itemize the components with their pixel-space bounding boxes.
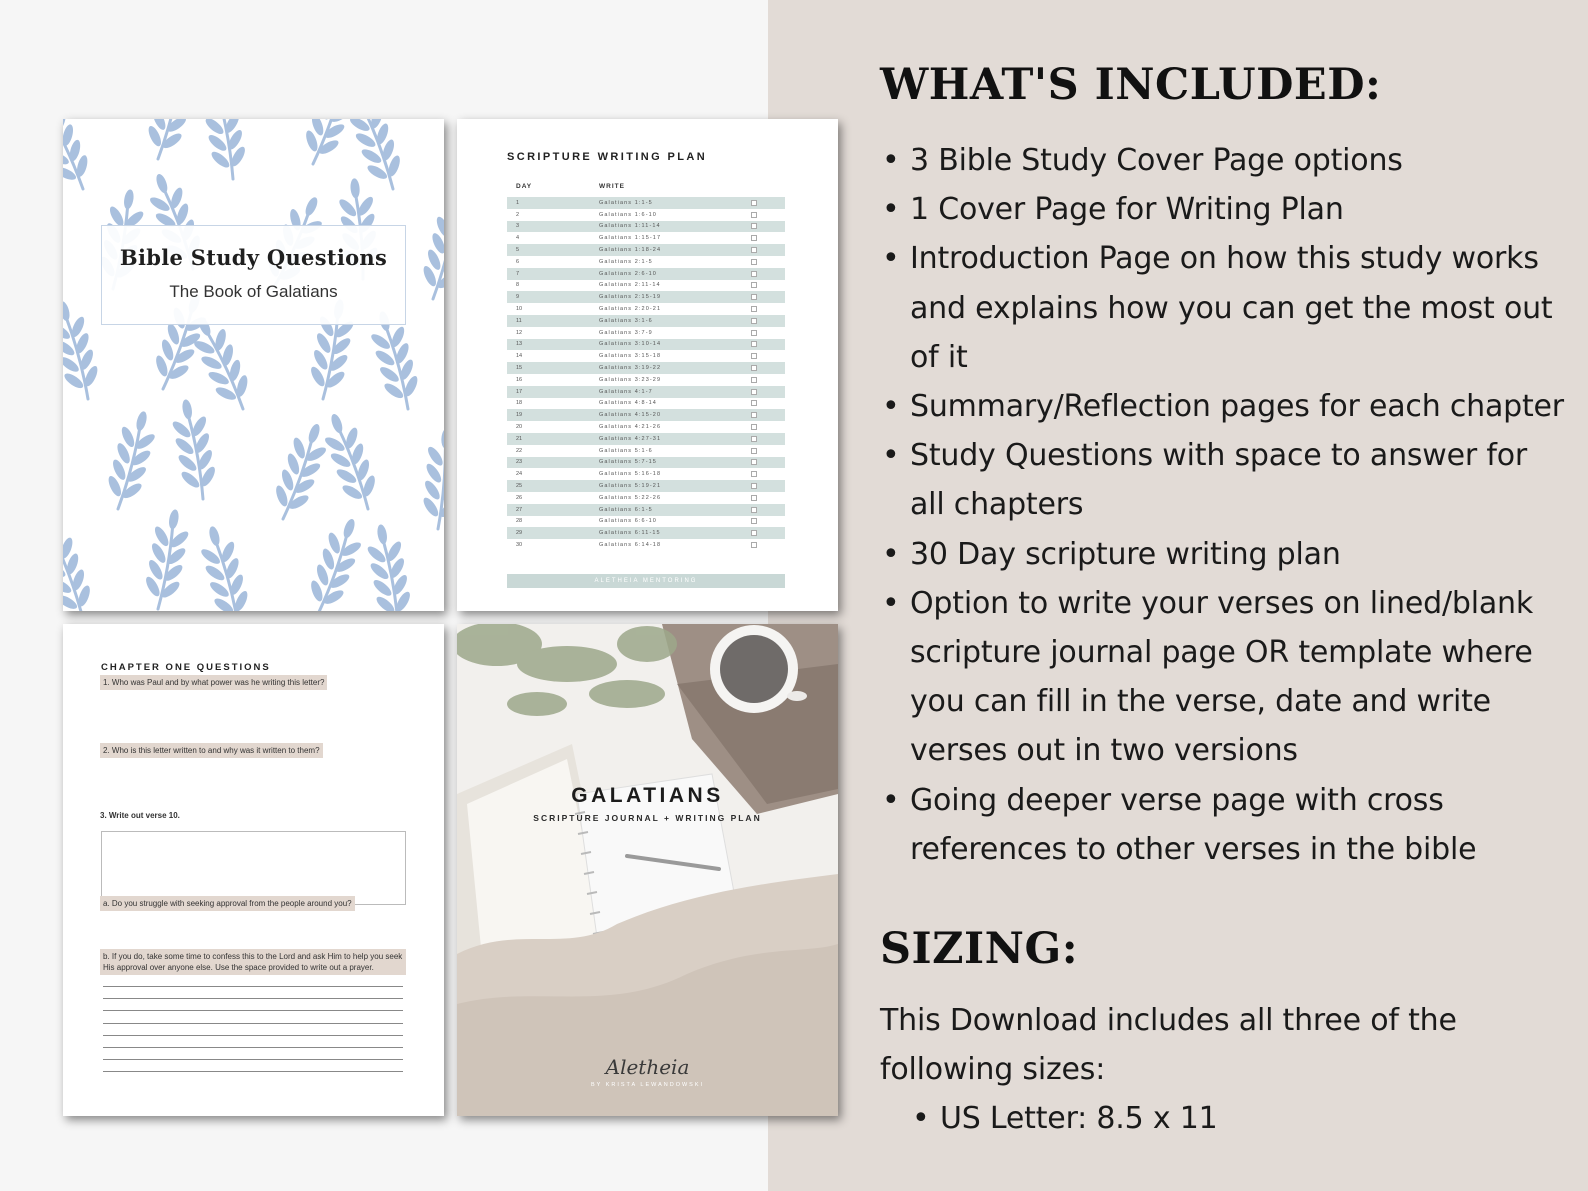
plan-checkbox[interactable]: [751, 282, 757, 288]
galatians-title: GALATIANS: [571, 784, 724, 807]
writing-line: [103, 1010, 403, 1011]
plan-passage: Galatians 4:21-26: [599, 424, 662, 431]
plan-checkbox[interactable]: [751, 518, 757, 524]
plan-passage: Galatians 5:1-6: [599, 447, 653, 454]
plan-row: [507, 197, 785, 209]
plan-row: [507, 280, 785, 292]
plan-day: 3: [516, 223, 520, 230]
plan-passage: Galatians 3:15-18: [599, 353, 662, 360]
plan-footer: ALETHEIA MENTORING: [507, 574, 785, 588]
plan-checkbox[interactable]: [751, 365, 757, 371]
questions-title: CHAPTER ONE QUESTIONS: [101, 662, 271, 673]
plan-row: [507, 421, 785, 433]
included-item: • 1 Cover Page for Writing Plan: [880, 185, 1570, 234]
leaf-pattern: [63, 119, 444, 611]
included-item: • Study Questions with space to answer for all chapters: [880, 431, 1570, 529]
aletheia-signature: Aletheia: [605, 1055, 690, 1079]
plan-passage: Galatians 2:20-21: [599, 306, 662, 313]
plan-row: [507, 374, 785, 386]
writing-line: [103, 986, 403, 987]
plan-checkbox[interactable]: [751, 424, 757, 430]
sizes-list: [910, 1094, 1218, 1143]
plan-row: [507, 516, 785, 528]
plan-row: [507, 244, 785, 256]
plan-row: [507, 433, 785, 445]
plan-passage: Galatians 1:15-17: [599, 235, 662, 242]
plan-day: 7: [516, 270, 520, 277]
plan-day: 17: [516, 388, 523, 395]
plan-row: [507, 386, 785, 398]
plan-row: [507, 291, 785, 303]
writing-line: [103, 1071, 403, 1072]
answer-box: [101, 831, 406, 905]
plan-row: [507, 315, 785, 327]
plan-day: 4: [516, 235, 520, 242]
plan-checkbox[interactable]: [751, 389, 757, 395]
plan-passage: Galatians 1:11-14: [599, 223, 661, 230]
included-list: [880, 136, 1570, 874]
plan-row: [507, 468, 785, 480]
plan-row: [507, 457, 785, 469]
plan-day: 18: [516, 400, 523, 407]
plan-day: 28: [516, 518, 523, 525]
included-item: • Going deeper verse page with cross references to other verses in the bible: [880, 776, 1570, 874]
included-item: • Introduction Page on how this study works and explains how you can get the most out of it: [880, 234, 1570, 382]
included-item: • Summary/Reflection pages for each chapter: [880, 382, 1570, 431]
writing-line: [103, 1059, 403, 1060]
plan-passage: Galatians 3:19-22: [599, 365, 662, 372]
plan-day: 20: [516, 424, 523, 431]
plan-passage: Galatians 6:6-10: [599, 518, 657, 525]
plan-checkbox[interactable]: [751, 436, 757, 442]
cover-title: Bible Study Questions: [119, 245, 388, 270]
plan-row: [507, 398, 785, 410]
plan-day: 26: [516, 494, 523, 501]
plan-row: [507, 209, 785, 221]
plan-checkbox[interactable]: [751, 341, 757, 347]
writing-line: [103, 998, 403, 999]
sizing-text: This Download includes all three of the following sizes:: [880, 1003, 1457, 1088]
plan-checkbox[interactable]: [751, 412, 757, 418]
galatians-cover-page: [457, 624, 838, 1116]
plan-passage: Galatians 4:15-20: [599, 412, 662, 419]
plan-day: 14: [516, 353, 523, 360]
plan-passage: Galatians 3:10-14: [599, 341, 662, 348]
plan-day: 8: [516, 282, 520, 289]
included-item: • 3 Bible Study Cover Page options: [880, 136, 1570, 185]
question-2: 2. Who is this letter written to and why was it written to them?: [100, 743, 323, 758]
plan-row: [507, 256, 785, 268]
plan-passage: Galatians 6:11-15: [599, 530, 661, 537]
plan-passage: Galatians 5:16-18: [599, 471, 662, 478]
plan-checkbox[interactable]: [751, 318, 757, 324]
writing-line: [103, 1047, 403, 1048]
plan-day: 27: [516, 506, 523, 513]
plan-day: 2: [516, 211, 520, 218]
plan-row: [507, 327, 785, 339]
plan-table: [507, 197, 785, 551]
plan-checkbox[interactable]: [751, 200, 757, 206]
plan-checkbox[interactable]: [751, 223, 757, 229]
plan-passage: Galatians 1:6-10: [599, 211, 657, 218]
plan-passage: Galatians 3:23-29: [599, 376, 662, 383]
plan-checkbox[interactable]: [751, 459, 757, 465]
plan-checkbox[interactable]: [751, 530, 757, 536]
plan-day: 22: [516, 447, 523, 454]
plan-row: [507, 409, 785, 421]
plan-row: [507, 350, 785, 362]
plan-checkbox[interactable]: [751, 330, 757, 336]
plan-row: [507, 480, 785, 492]
question-3b: b. If you do, take some time to confess this to the Lord and ask Him to help you seek His approval over anyone else. Use the space provided to write out a prayer.: [100, 949, 406, 975]
plan-checkbox[interactable]: [751, 259, 757, 265]
cover-title-box: [101, 225, 406, 325]
plan-col-day: DAY: [516, 183, 533, 190]
plan-row: [507, 268, 785, 280]
plan-passage: Galatians 6:14-18: [599, 542, 662, 548]
plan-passage: Galatians 5:19-21: [599, 483, 662, 490]
plan-day: 24: [516, 471, 523, 478]
plan-passage: Galatians 2:6-10: [599, 270, 657, 277]
plan-checkbox[interactable]: [751, 542, 757, 548]
plan-passage: Galatians 4:27-31: [599, 435, 662, 442]
plan-passage: Galatians 2:15-19: [599, 294, 662, 301]
galatians-subtitle: SCRIPTURE JOURNAL + WRITING PLAN: [533, 813, 762, 823]
plan-passage: Galatians 5:7-15: [599, 459, 657, 466]
plan-passage: Galatians 2:1-5: [599, 258, 653, 265]
sizing-heading: SIZING:: [880, 924, 1079, 974]
question-3: 3. Write out verse 10.: [100, 811, 180, 820]
plan-row: [507, 539, 785, 551]
plan-checkbox[interactable]: [751, 212, 757, 218]
galatians-byline: BY KRISTA LEWANDOWSKI: [590, 1082, 705, 1088]
plan-checkbox[interactable]: [751, 448, 757, 454]
plan-day: 6: [516, 258, 520, 265]
plan-checkbox[interactable]: [751, 377, 757, 383]
plan-passage: Galatians 1:1-5: [599, 199, 653, 206]
plan-passage: Galatians 4:1-7: [599, 388, 653, 395]
plan-day: 13: [516, 341, 523, 348]
plan-row: [507, 221, 785, 233]
plan-row: [507, 527, 785, 539]
plan-day: 19: [516, 412, 523, 419]
plan-passage: Galatians 2:11-14: [599, 282, 661, 289]
plan-day: 1: [516, 199, 520, 206]
size-item: • US Letter: 8.5 x 11: [910, 1094, 1218, 1143]
plan-row: [507, 492, 785, 504]
plan-day: 11: [516, 317, 522, 324]
plan-checkbox[interactable]: [751, 235, 757, 241]
plan-checkbox[interactable]: [751, 306, 757, 312]
plan-passage: Galatians 6:1-5: [599, 506, 653, 513]
plan-row: [507, 445, 785, 457]
plan-passage: Galatians 5:22-26: [599, 494, 662, 501]
included-item: • Option to write your verses on lined/blank scripture journal page OR template where you can fill in the verse, date and write verses out in two versions: [880, 579, 1570, 776]
plan-checkbox[interactable]: [751, 400, 757, 406]
plan-passage: Galatians 4:8-14: [599, 400, 657, 407]
plan-day: 29: [516, 530, 523, 537]
plan-day: 25: [516, 483, 523, 490]
plan-row: [507, 303, 785, 315]
questions-page: [63, 624, 444, 1116]
plan-day: 16: [516, 376, 523, 383]
plan-day: 10: [516, 306, 523, 313]
plan-checkbox[interactable]: [751, 483, 757, 489]
question-3a: a. Do you struggle with seeking approval from the people around you?: [100, 896, 355, 911]
plan-day: 5: [516, 247, 520, 254]
plan-passage: Galatians 3:7-9: [599, 329, 653, 336]
writing-line: [103, 1023, 403, 1024]
plan-checkbox[interactable]: [751, 294, 757, 300]
plan-passage: Galatians 1:18-24: [599, 247, 662, 254]
plan-checkbox[interactable]: [751, 495, 757, 501]
plan-col-write: WRITE: [599, 183, 625, 190]
flatlay-photo: [457, 624, 838, 1116]
question-1: 1. Who was Paul and by what power was he writing this letter?: [100, 675, 327, 690]
plan-passage: Galatians 3:1-6: [599, 317, 653, 324]
included-heading: WHAT'S INCLUDED:: [880, 60, 1382, 110]
plan-checkbox[interactable]: [751, 271, 757, 277]
plan-day: 9: [516, 294, 520, 301]
plan-day: 15: [516, 365, 523, 372]
plan-day: 23: [516, 459, 523, 466]
plan-checkbox[interactable]: [751, 471, 757, 477]
writing-plan-page: [457, 119, 838, 611]
plan-row: [507, 339, 785, 351]
plan-row: [507, 504, 785, 516]
plan-checkbox[interactable]: [751, 507, 757, 513]
plan-day: 30: [516, 542, 523, 548]
cover-subtitle: The Book of Galatians: [169, 282, 338, 301]
plan-row: [507, 362, 785, 374]
plan-title: SCRIPTURE WRITING PLAN: [507, 151, 708, 163]
plan-day: 21: [516, 435, 523, 442]
included-item: • 30 Day scripture writing plan: [880, 530, 1570, 579]
plan-checkbox[interactable]: [751, 247, 757, 253]
plan-checkbox[interactable]: [751, 353, 757, 359]
plan-row: [507, 232, 785, 244]
plan-day: 12: [516, 329, 523, 336]
study-cover-page: [63, 119, 444, 611]
writing-line: [103, 1035, 403, 1036]
